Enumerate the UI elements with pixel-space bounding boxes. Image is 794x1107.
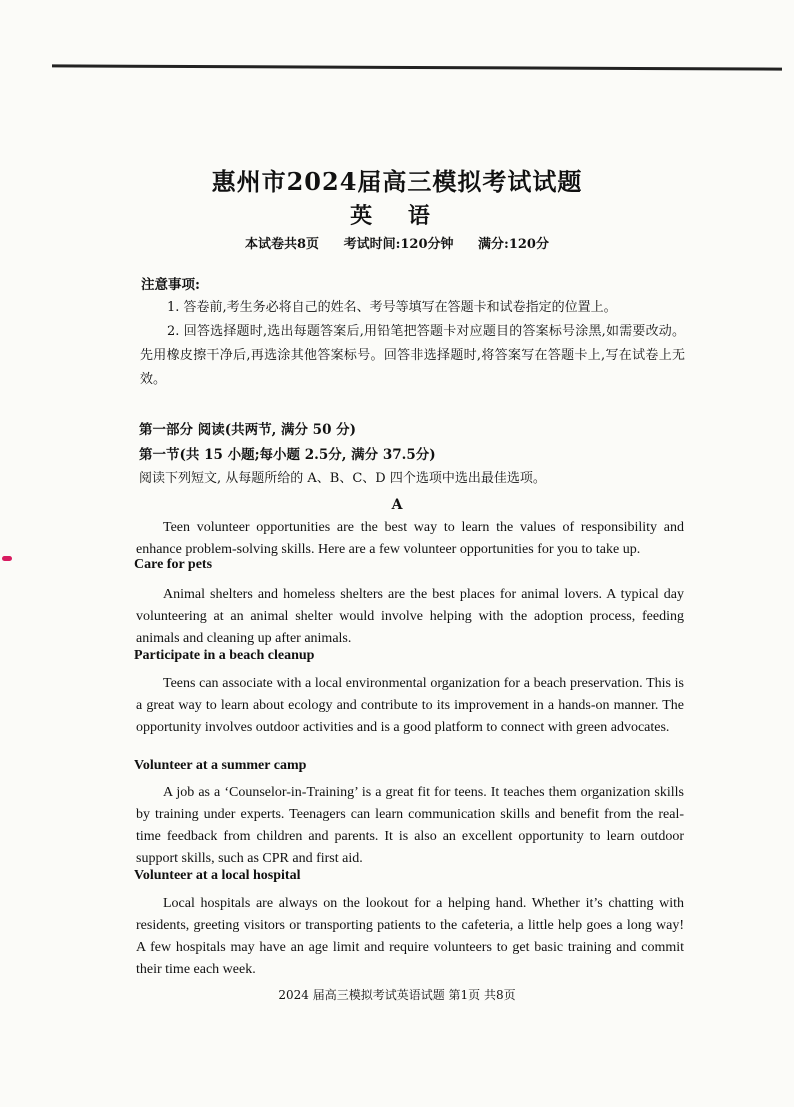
section-text: Teens can associate with a local environmental organization for a beach preservation. This is a great way to learn about ecology and contribute to its improvement in a hands-on manner. The opportunity involves outdoor activities and is a good platform to connect with green advocates. [136, 676, 684, 735]
notice-heading: 注意事项: [141, 277, 200, 293]
subsection-heading: 第一节(共 15 小题;每小题 2.5分, 满分 37.5分) [139, 447, 436, 463]
section-heading: Volunteer at a local hospital [134, 868, 301, 883]
exam-title: 惠州市2024届高三模拟考试试题 [211, 167, 583, 196]
exam-info [0, 233, 794, 252]
page-footer: 2024 届高三模拟考试英语试题 第1页 共8页 [278, 988, 516, 1002]
instruction: 阅读下列短文, 从每题所给的 A、B、C、D 四个选项中选出最佳选项。 [139, 471, 546, 486]
section-text: Local hospitals are always on the lookout for a helping hand. Whether it’s chatting with residents, greeting visitors or transporting patients to the cafeteria, a little help goes a long way! A few hospitals may have an age limit and require volunteers to get basic training and commit their time each week. [136, 896, 684, 977]
notice-item: 2. 回答选择题时,选出每题答案后,用铅笔把答题卡对应题目的答案标号涂黑,如需要改动。先用橡皮擦干净后,再选涂其他答案标号。回答非选择题时,将答案写在答题卡上,写在试卷上无效。 [140, 324, 685, 387]
full-score: 满分:120分 [478, 237, 549, 252]
passage-intro: Teen volunteer opportunities are the best way to learn the values of responsibility and enhance problem-solving skills. Here are a few volunteer opportunities for you to take up. [136, 520, 684, 557]
section-heading: Volunteer at a summer camp [134, 758, 307, 773]
section-text: A job as a ‘Counselor-in-Training’ is a great fit for teens. It teaches them organization skills by training under experts. Teenagers can learn communication skills and benefit from the real-time feedback from children and parents. It is also an excellent opportunity to learn outdoor support skills, such as CPR and first aid. [136, 785, 684, 866]
passage-letter: A [391, 497, 403, 513]
margin-mark [2, 556, 12, 561]
subject-title: 英 语 [350, 203, 444, 229]
section-text: Animal shelters and homeless shelters are the best places for animal lovers. A typical day volunteering at an animal shelter would involve helping with the adoption process, feeding animals and cleaning up after animals. [136, 587, 684, 646]
section-heading: Participate in a beach cleanup [134, 648, 315, 663]
exam-time: 考试时间:120分钟 [343, 237, 454, 252]
page-count: 本试卷共8页 [245, 237, 320, 252]
section-heading: Care for pets [134, 557, 213, 572]
part-heading: 第一部分 阅读(共两节, 满分 50 分) [139, 422, 357, 438]
notice-item: 1. 答卷前,考生务必将自己的姓名、考号等填写在答题卡和试卷指定的位置上。 [167, 300, 617, 315]
top-rule [52, 64, 782, 70]
